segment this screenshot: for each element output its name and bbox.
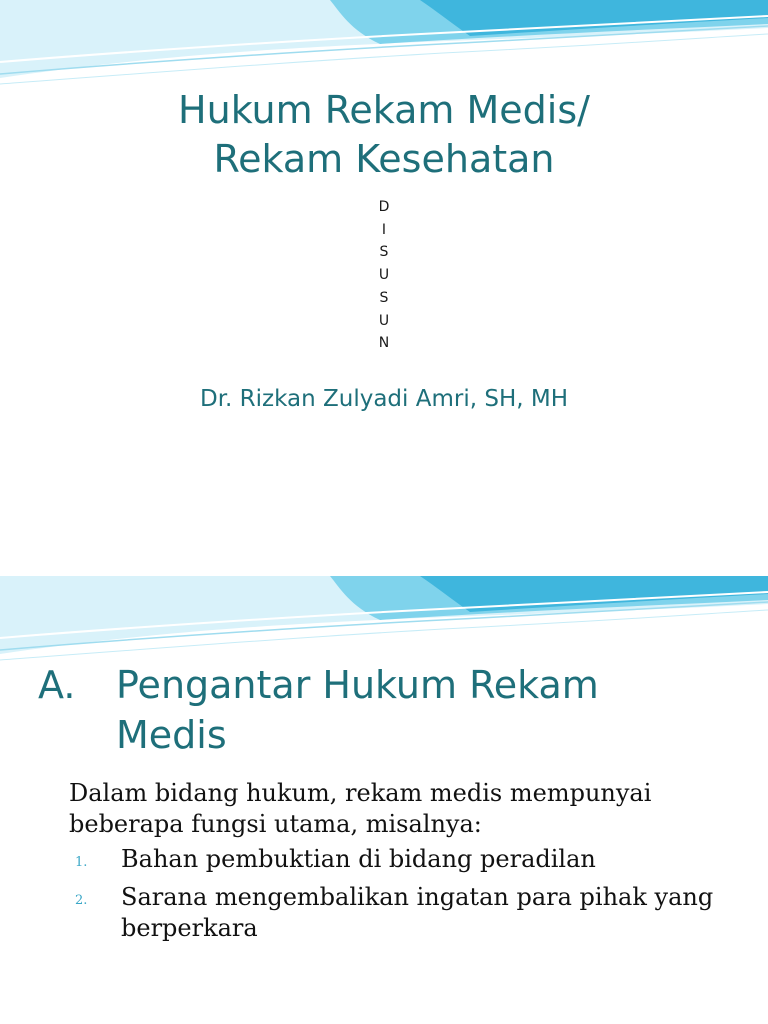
letter: S <box>379 289 389 306</box>
vertical-text-disusun <box>0 196 768 355</box>
slide-2 <box>0 576 768 1024</box>
letter: U <box>378 267 390 284</box>
title-line-2: Rekam Kesehatan <box>213 137 555 181</box>
slide-body <box>69 778 729 944</box>
letter: S <box>379 244 389 261</box>
section-heading <box>38 660 636 760</box>
intro-paragraph: Dalam bidang hukum, rekam medis mempunyai beberapa fungsi utama, misalnya: <box>69 779 652 838</box>
letter: N <box>378 335 390 352</box>
list-item <box>69 882 729 944</box>
wave-banner <box>0 576 768 666</box>
list-text: Sarana mengembalikan ingatan para pihak yang berperkara <box>121 883 714 942</box>
author-name: Dr. Rizkan Zulyadi Amri, SH, MH <box>199 386 568 412</box>
letter: U <box>378 312 390 329</box>
list-number: 2. <box>75 893 88 908</box>
title-line-1: Hukum Rekam Medis/ <box>178 88 590 132</box>
letter: I <box>381 221 387 238</box>
list-item <box>69 844 729 878</box>
heading-text: Pengantar Hukum Rekam Medis <box>116 663 599 757</box>
heading-number: A. <box>38 663 76 707</box>
slide-title <box>0 86 768 184</box>
list-text: Bahan pembuktian di bidang peradilan <box>121 845 596 873</box>
list-number: 1. <box>75 855 88 870</box>
wave-banner <box>0 0 768 90</box>
letter: D <box>378 199 390 215</box>
